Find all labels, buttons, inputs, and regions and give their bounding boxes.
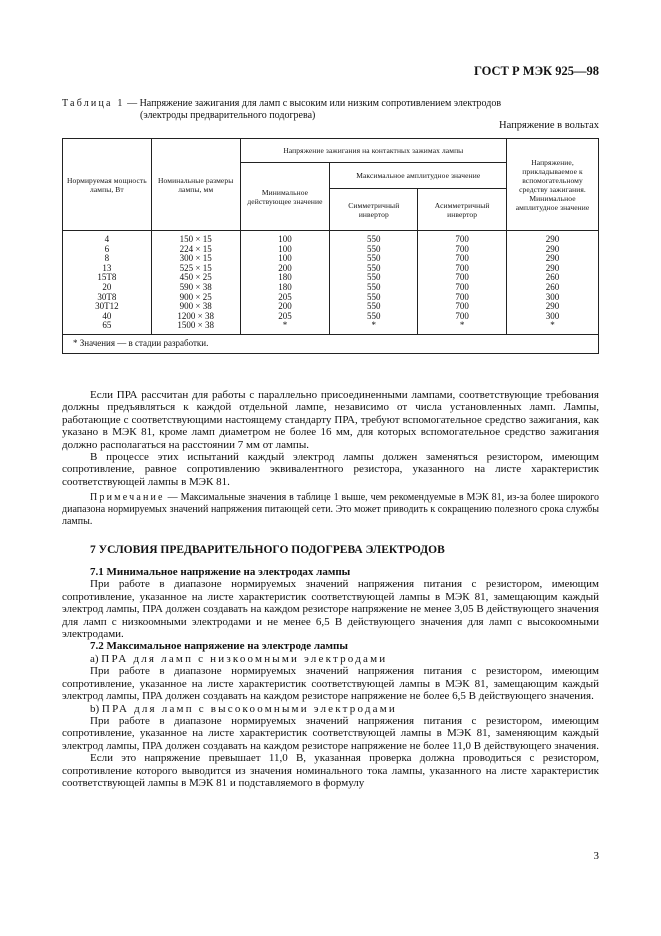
cell-power: 6 bbox=[63, 245, 152, 255]
caption-label: Таблица 1 bbox=[62, 98, 125, 109]
cell-dims: 150 × 15 bbox=[151, 231, 240, 245]
paragraph: При работе в диапазоне нормируемых значений напряжения питания с резистором, имеющим сопротивление, указанное на листе характеристик соответствующей лампы в МЭК 81, заменяющим каждый электрод лампы, ПРА должен создавать на каждом резисторе напряжение не более 11,0 В действующего значения. bbox=[62, 714, 599, 752]
section-heading: 7 УСЛОВИЯ ПРЕДВАРИТЕЛЬНОГО ПОДОГРЕВА ЭЛЕКТРОДОВ bbox=[90, 543, 445, 556]
item-label: b) bbox=[90, 702, 102, 715]
table-row bbox=[63, 312, 599, 322]
cell-min: 100 bbox=[240, 254, 330, 264]
cell-asym: 700 bbox=[418, 264, 507, 274]
cell-asym: 700 bbox=[418, 312, 507, 322]
cell-dims: 300 × 15 bbox=[151, 254, 240, 264]
table-footnote: * Значения — в стадии разработки. bbox=[63, 334, 599, 353]
cell-sym: * bbox=[330, 321, 418, 334]
cell-sym: 550 bbox=[330, 293, 418, 303]
cell-power: 15T8 bbox=[63, 273, 152, 283]
col-header-sym: Симметричный инвертор bbox=[330, 189, 418, 231]
paragraph: Если это напряжение превышает 11,0 В, указанная проверка должна проводиться с резистором, сопротивление которого выводится из значения номинального тока лампы, указанного на листе характеристик соответствующей лампы в МЭК 81 и подставляемого в формулу bbox=[62, 752, 599, 789]
cell-aux: 290 bbox=[507, 254, 599, 264]
item-title: ПРА для ламп с низкоомными электродами bbox=[101, 652, 388, 665]
table-caption bbox=[62, 98, 602, 122]
cell-asym: 700 bbox=[418, 302, 507, 312]
paragraph: При работе в диапазоне нормируемых значений напряжения питания с резистором, имеющим сопротивление, указанное на листе характеристик соответствующей лампы в МЭК 81, замещающим каждый электрод лампы, ПРА должен создавать на каждом резисторе напряжение не менее 3,05 В действующего значения для ламп с низкоомными электродами и не менее 6,5 В действующего значения для ламп с высокоомными электродами. bbox=[62, 578, 599, 641]
cell-power: 13 bbox=[63, 264, 152, 274]
table-row bbox=[63, 283, 599, 293]
cell-min: * bbox=[240, 321, 330, 334]
table-row bbox=[63, 245, 599, 255]
cell-min: 200 bbox=[240, 302, 330, 312]
caption-line1: — Напряжение зажигания для ламп с высоким или низким сопротивлением электродов bbox=[124, 98, 502, 109]
cell-aux: 290 bbox=[507, 245, 599, 255]
cell-asym: 700 bbox=[418, 293, 507, 303]
col-header-asym: Асимметричный инвертор bbox=[418, 189, 507, 231]
cell-asym: 700 bbox=[418, 273, 507, 283]
table-unit-note: Напряжение в вольтах bbox=[499, 120, 599, 131]
cell-aux: 290 bbox=[507, 264, 599, 274]
cell-asym: 700 bbox=[418, 231, 507, 245]
col-header-group: Напряжение зажигания на контактных зажимах лампы bbox=[240, 139, 506, 163]
cell-power: 30T12 bbox=[63, 302, 152, 312]
cell-power: 40 bbox=[63, 312, 152, 322]
col-header-max-group: Максимальное амплитудное значение bbox=[330, 163, 507, 189]
item-heading bbox=[62, 703, 599, 715]
cell-dims: 224 × 15 bbox=[151, 245, 240, 255]
col-header-dimensions: Номинальные размеры лампы, мм bbox=[151, 139, 240, 231]
cell-power: 8 bbox=[63, 254, 152, 264]
col-header-aux: Напряжение, прикладываемое к вспомогательному средству зажигания. Минимальное амплитудное значение bbox=[507, 139, 599, 231]
cell-sym: 550 bbox=[330, 245, 418, 255]
paragraph: При работе в диапазоне нормируемых значений напряжения питания с резистором, имеющим сопротивление, указанное на листе характеристик соответствующей лампы в МЭК 81, замещающим каждый электрод лампы, ПРА должен создавать на каждом резисторе напряжение не более 6,5 В действующего значения. bbox=[62, 665, 599, 703]
cell-dims: 1500 × 38 bbox=[151, 321, 240, 334]
cell-aux: 300 bbox=[507, 293, 599, 303]
subsection-heading: 7.1 Минимальное напряжение на электродах лампы bbox=[90, 566, 351, 579]
cell-sym: 550 bbox=[330, 283, 418, 293]
item-label: a) bbox=[90, 652, 102, 665]
cell-power: 20 bbox=[63, 283, 152, 293]
cell-asym: * bbox=[418, 321, 507, 334]
note-text: — Максимальные значения в таблице 1 выше, чем рекомендуемые в МЭК 81, из-за более широкого диапазона нормируемых значений напряжения питающей сети. Это может приводить к сокращению полезного срока службы лампы. bbox=[62, 492, 599, 527]
subsection-heading: 7.2 Максимальное напряжение на электроде лампы bbox=[90, 640, 348, 653]
item-title: ПРА для ламп с высокоомными электродами bbox=[101, 702, 397, 715]
ignition-voltage-table bbox=[62, 138, 599, 354]
col-header-min: Минимальное действующее значение bbox=[240, 163, 330, 231]
cell-sym: 550 bbox=[330, 312, 418, 322]
table-row bbox=[63, 293, 599, 303]
note bbox=[62, 492, 599, 527]
cell-sym: 550 bbox=[330, 302, 418, 312]
cell-asym: 700 bbox=[418, 245, 507, 255]
cell-aux: 300 bbox=[507, 312, 599, 322]
document-header: ГОСТ Р МЭК 925—98 bbox=[474, 64, 599, 78]
cell-min: 100 bbox=[240, 245, 330, 255]
cell-sym: 550 bbox=[330, 273, 418, 283]
cell-aux: 290 bbox=[507, 302, 599, 312]
caption-line2: (электроды предварительного подогрева) bbox=[140, 110, 316, 121]
cell-sym: 550 bbox=[330, 231, 418, 245]
paragraph: Если ПРА рассчитан для работы с параллельно присоединенными лампами, соответствующие требования должны предъявляться к каждой отдельной лампе, независимо от числа установленных ламп. Лампы, работающие с соответствующими настоящему стандарту ПРА, требуют вспомогательное средство зажигания, как указано в МЭК 81, кроме ламп диаметром не более 16 мм, для которых вспомогательное средство зажигания должно располагаться на расстоянии 7 мм от лампы. bbox=[62, 389, 599, 451]
item-heading bbox=[62, 653, 599, 665]
note-label: Примечание bbox=[90, 492, 165, 504]
cell-power: 65 bbox=[63, 321, 152, 334]
cell-min: 200 bbox=[240, 264, 330, 274]
cell-power: 4 bbox=[63, 231, 152, 245]
paragraph: В процессе этих испытаний каждый электрод лампы должен заменяться резистором, имеющим сопротивление, равное сопротивлению эквивалентного резистора, указанного на листе характеристик соответствующей лампы в МЭК 81. bbox=[62, 451, 599, 488]
cell-dims: 590 × 38 bbox=[151, 283, 240, 293]
cell-min: 205 bbox=[240, 293, 330, 303]
col-header-power: Нормируемая мощность лампы, Вт bbox=[63, 139, 152, 231]
cell-min: 205 bbox=[240, 312, 330, 322]
cell-dims: 1200 × 38 bbox=[151, 312, 240, 322]
cell-min: 180 bbox=[240, 283, 330, 293]
cell-asym: 700 bbox=[418, 254, 507, 264]
table-row bbox=[63, 302, 599, 312]
table-row bbox=[63, 321, 599, 334]
cell-aux: 290 bbox=[507, 231, 599, 245]
cell-aux: * bbox=[507, 321, 599, 334]
page-number: 3 bbox=[593, 850, 599, 862]
cell-dims: 525 × 15 bbox=[151, 264, 240, 274]
cell-sym: 550 bbox=[330, 264, 418, 274]
cell-dims: 450 × 25 bbox=[151, 273, 240, 283]
table-row bbox=[63, 273, 599, 283]
cell-dims: 900 × 25 bbox=[151, 293, 240, 303]
body-text bbox=[62, 389, 599, 789]
cell-min: 180 bbox=[240, 273, 330, 283]
cell-sym: 550 bbox=[330, 254, 418, 264]
cell-aux: 260 bbox=[507, 283, 599, 293]
table-row bbox=[63, 231, 599, 245]
table-row bbox=[63, 264, 599, 274]
cell-asym: 700 bbox=[418, 283, 507, 293]
cell-min: 100 bbox=[240, 231, 330, 245]
cell-aux: 260 bbox=[507, 273, 599, 283]
cell-power: 30T8 bbox=[63, 293, 152, 303]
table-row bbox=[63, 254, 599, 264]
cell-dims: 900 × 38 bbox=[151, 302, 240, 312]
